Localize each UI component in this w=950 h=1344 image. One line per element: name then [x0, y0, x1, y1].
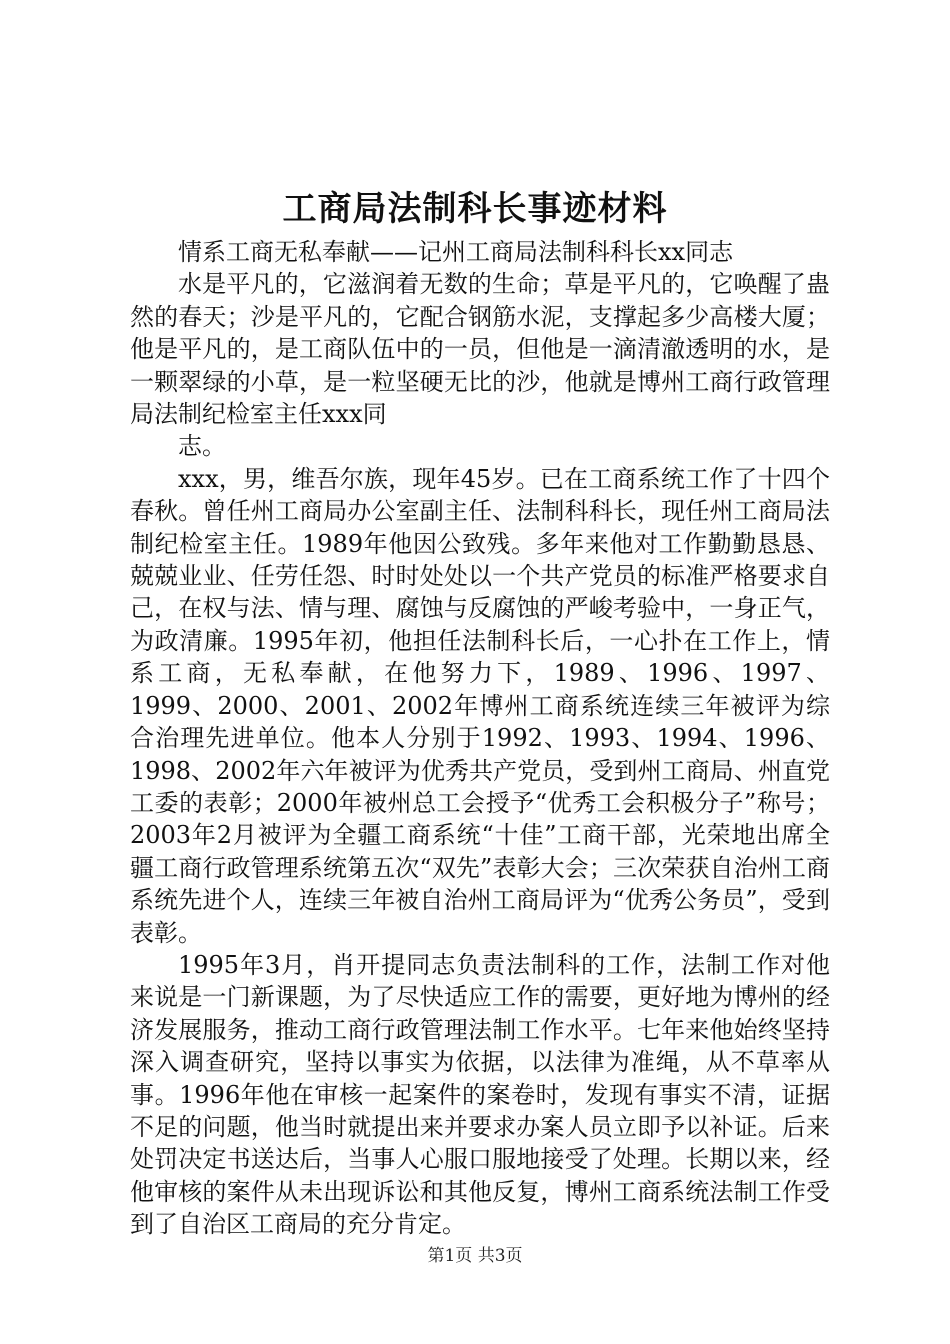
paragraph-legal-work: 1995年3月，肖开提同志负责法制科的工作，法制工作对他来说是一门新课题，为了尽快适应工作的需要，更好地为博州的经济发展服务，推动工商行政管理法制工作水平。七年来他始终坚持深入调查研究，坚持以事实为依据，以法律为准绳，从不草率从事。1996年他在审核一起案件的案卷时，发现有事实不清，证据不足的问题，他当时就提出来并要求办案人员立即予以补证。后来处罚决定书送达后，当事人心服口服地接受了处理。长期以来，经他审核的案件从未出现诉讼和其他反复，博州工商系统法制工作受到了自治区工商局的充分肯定。	[130, 950, 830, 1239]
paragraph-intro: 水是平凡的，它滋润着无数的生命；草是平凡的，它唤醒了蛊然的春天；沙是平凡的，它配合钢筋水泥，支撑起多少高楼大厦；他是平凡的，是工商队伍中的一员，但他是一滴清澈透明的水，是一颗翠绿的小草，是一粒坚硬无比的沙，他就是博州工商行政管理局法制纪检室主任xxx同	[130, 270, 830, 429]
document-subtitle: 情系工商无私奉献——记州工商局法制科科长xx同志	[178, 238, 734, 266]
page-number-footer: 第1页 共3页	[427, 1246, 523, 1266]
paragraph-profile: xxx，男，维吾尔族，现年45岁。已在工商系统工作了十四个春秋。曾任州工商局办公室副主任、法制科科长，现任州工商局法制纪检室主任。1989年他因公致残。多年来他对工作勤勤恳恳、兢兢业业、任劳任怨、时时处处以一个共产党员的标准严格要求自己，在权与法、情与理、腐蚀与反腐蚀的严峻考验中，一身正气，为政清廉。1995年初，他担任法制科长后，一心扑在工作上，情系工商，无私奉献，在他努力下，1989、1996、1997、1999、2000、2001、2002年博州工商系统连续三年被评为综合治理先进单位。他本人分别于1992、1993、1994、1996、1998、2002年六年被评为优秀共产党员，受到州工商局、州直党工委的表彰；2000年被州总工会授予“优秀工会积极分子”称号；2003年2月被评为全疆工商系统“十佳”工商干部，光荣地出席全疆工商行政管理系统第五次“双先”表彰大会；三次荣获自治州工商系统先进个人，连续三年被自治州工商局评为“优秀公务员”，受到表彰。	[130, 464, 830, 947]
document-title: 工商局法制科长事迹材料	[282, 189, 668, 229]
paragraph-intro-end: 志。	[178, 432, 226, 461]
document-body	[130, 236, 830, 1241]
